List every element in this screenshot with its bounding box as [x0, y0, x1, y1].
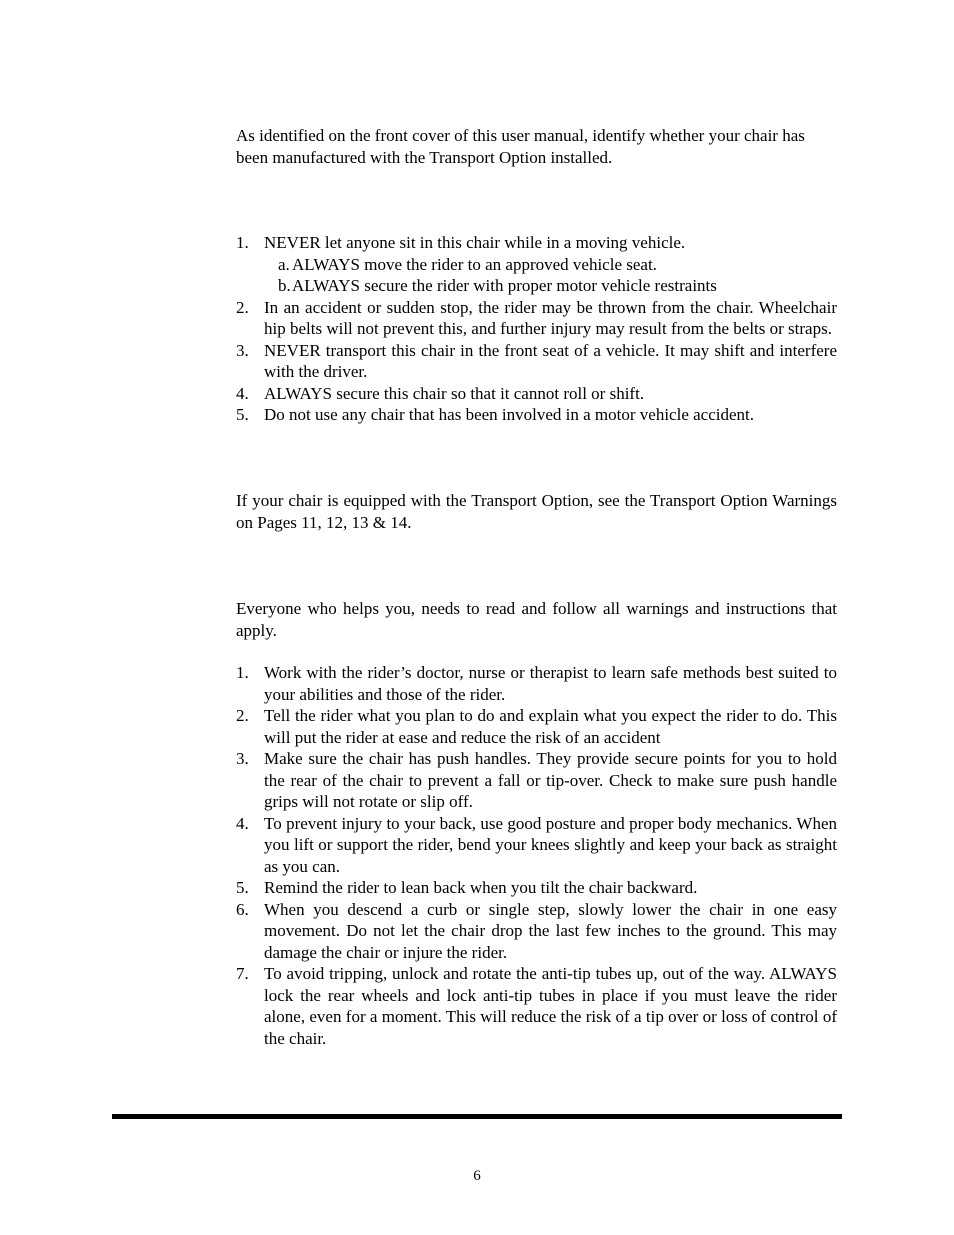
sub-list-item [278, 275, 837, 297]
list-item-text: When you descend a curb or single step, slowly lower the chair in one easy movement. Do not let the chair drop the last few inches to the ground. This may damage the chair or injure the rider. [264, 899, 837, 962]
list-item [236, 813, 837, 878]
list-item [236, 340, 837, 383]
sub-list-item [278, 254, 837, 276]
list-item-text: NEVER let anyone sit in this chair while in a moving vehicle. [264, 233, 686, 252]
transport-note-section [236, 490, 837, 533]
intro-paragraph: As identified on the front cover of this user manual, identify whether your chair has been manufactured with the Transport Option installed. [236, 126, 805, 167]
list-item [236, 877, 837, 899]
helpers-intro-paragraph: Everyone who helps you, needs to read and follow all warnings and instructions that apply. [236, 599, 837, 640]
list-number: 4. [236, 383, 249, 403]
list-item-text: NEVER transport this chair in the front seat of a vehicle. It may shift and interfere with the driver. [264, 340, 837, 381]
sub-list-item-text: ALWAYS move the rider to an approved vehicle seat. [292, 254, 657, 274]
vehicle-warnings-section [236, 232, 837, 426]
list-item [236, 662, 837, 705]
list-number: 6. [236, 899, 249, 919]
sub-list-marker: a. [278, 254, 290, 274]
list-number: 1. [236, 663, 249, 682]
list-number: 5. [236, 878, 249, 897]
sub-list [264, 254, 837, 297]
list-number: 1. [236, 233, 249, 252]
list-item-text: To prevent injury to your back, use good posture and proper body mechanics. When you lift or support the rider, bend your knees slightly and keep your back as straight as you can. [264, 813, 837, 876]
list-item [236, 232, 837, 297]
list-item-text: Make sure the chair has push handles. They provide secure points for you to hold the rear of the chair to prevent a fall or tip-over. Check to make sure push handle grips will not rotate or slip off. [264, 749, 837, 811]
footer-divider [112, 1114, 842, 1119]
list-item-text: Remind the rider to lean back when you tilt the chair backward. [264, 878, 698, 897]
helper-warnings-section [236, 662, 837, 1049]
intro-section [236, 125, 837, 168]
sub-list-marker: b. [278, 276, 291, 295]
transport-note-paragraph: If your chair is equipped with the Transport Option, see the Transport Option Warnings on Pages 11, 12, 13 & 14. [236, 491, 837, 532]
list-item [236, 963, 837, 1049]
list-item-text: Work with the rider’s doctor, nurse or therapist to learn safe methods best suited to your abilities and those of the rider. [264, 663, 837, 704]
list-number: 2. [236, 297, 249, 317]
list-number: 3. [236, 340, 249, 360]
list-item-text: Tell the rider what you plan to do and explain what you expect the rider to do. This will put the rider at ease and reduce the risk of an accident [264, 706, 837, 747]
list-number: 4. [236, 813, 249, 833]
list-number: 3. [236, 749, 249, 768]
sub-list-item-text: ALWAYS secure the rider with proper motor vehicle restraints [292, 276, 717, 295]
list-item-text: In an accident or sudden stop, the rider may be thrown from the chair. Wheelchair hip belts will not prevent this, and further injury may result from the belts or straps. [264, 297, 837, 338]
list-item-text: ALWAYS secure this chair so that it cannot roll or shift. [264, 383, 645, 403]
list-item [236, 297, 837, 340]
helper-warnings-list [236, 662, 837, 1049]
list-item [236, 705, 837, 748]
list-item [236, 899, 837, 964]
vehicle-warnings-list [236, 232, 837, 426]
list-item [236, 404, 837, 426]
list-item [236, 383, 837, 405]
helpers-intro-section [236, 598, 837, 641]
list-number: 2. [236, 706, 249, 725]
list-item-text: To avoid tripping, unlock and rotate the anti-tip tubes up, out of the way. ALWAYS lock the rear wheels and lock anti-tip tubes in place if you must leave the rider alone, even for a moment. This will reduce the risk of a tip over or loss of control of the chair. [264, 964, 837, 1048]
list-item-text: Do not use any chair that has been involved in a motor vehicle accident. [264, 405, 755, 424]
list-number: 5. [236, 405, 249, 424]
list-item [236, 748, 837, 813]
list-number: 7. [236, 964, 249, 983]
page-number: 6 [473, 1168, 481, 1184]
